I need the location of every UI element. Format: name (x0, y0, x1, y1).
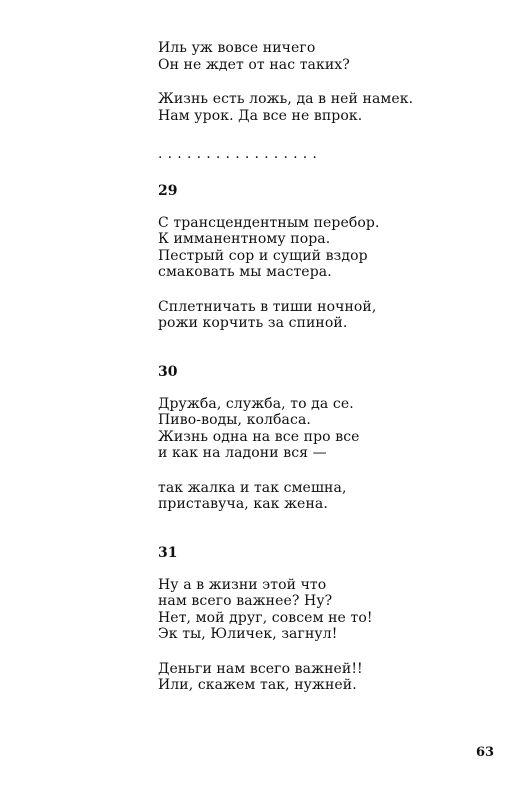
verse-line: Жизнь есть ложь, да в ней намек. (158, 91, 414, 107)
verse-line: Иль уж вовсе ничего (158, 40, 316, 56)
verse-line: К имманентному пора. (158, 231, 331, 247)
stanza (158, 40, 488, 73)
verse-line: Или, скажем так, нужней. (158, 677, 357, 693)
verse-line: Пестрый сор и сущий вздор (158, 247, 368, 264)
stanza (158, 396, 488, 462)
poem-number: 31 (158, 544, 178, 561)
verse-line: рожи корчить за спиной. (158, 315, 348, 331)
verse-line: смаковать мы мастера. (158, 264, 332, 280)
stanza (158, 299, 488, 332)
verse-line: Жизнь одна на все про все (158, 428, 360, 445)
stanza (158, 91, 488, 124)
verse-line: Нам урок. Да все не впрок. (158, 107, 363, 124)
stanza (158, 215, 488, 281)
verse-line: Сплетничать в тиши ночной, (158, 298, 377, 315)
poem-number: 29 (158, 182, 178, 199)
verse-line: Деньги нам всего важней!! (158, 660, 363, 677)
verse-line: Дружба, служба, то да се. (158, 395, 354, 412)
ellipsis-separator: ................. (158, 146, 323, 162)
verse-line: приставуча, как жена. (158, 496, 328, 512)
stanza (158, 480, 488, 513)
poem-number: 30 (158, 363, 178, 380)
verse-line: Он не ждет от нас таких? (158, 56, 350, 73)
stanza (158, 577, 488, 643)
verse-line: и как на ладони вся — (158, 445, 327, 461)
stanza (158, 661, 488, 694)
page-number: 63 (476, 745, 495, 760)
verse-line: Пиво-воды, колбаса. (158, 412, 311, 428)
page-content (158, 40, 488, 712)
verse-line: Эк ты, Юличек, загнул! (158, 626, 338, 642)
verse-line: С трансцендентным перебор. (158, 214, 380, 231)
verse-line: так жалка и так смешна, (158, 479, 347, 496)
verse-line: нам всего важнее? Ну? (158, 593, 333, 609)
verse-line: Нет, мой друг, совсем не то! (158, 609, 373, 626)
verse-line: Ну а в жизни этой что (158, 576, 327, 593)
